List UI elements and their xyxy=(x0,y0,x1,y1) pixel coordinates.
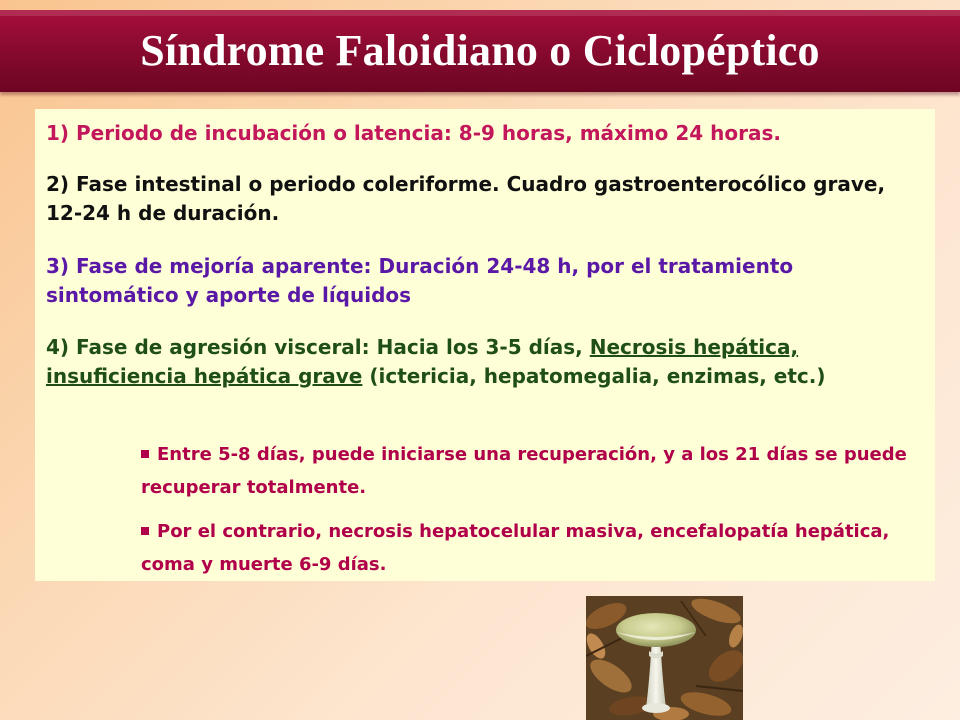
outcome-fatal-text: Por el contrario, necrosis hepatocelular masiva, encefalopatía hepática, coma y muerte 6-9 días. xyxy=(141,521,890,575)
outcome-recovery-text: Entre 5-8 días, puede iniciarse una recuperación, y a los 21 días se puede recuperar totalmente. xyxy=(141,444,907,498)
phase-visceral-prefix: 4) Fase de agresión visceral: Hacia los 3-5 días, xyxy=(46,335,590,359)
square-bullet-icon xyxy=(141,527,149,535)
title-bar xyxy=(0,10,960,92)
outcome-fatal xyxy=(141,515,926,581)
mushroom-photo-graphic xyxy=(586,596,743,720)
mushroom-photo xyxy=(586,596,743,720)
phase-visceral-suffix: (ictericia, hepatomegalia, enzimas, etc.) xyxy=(362,364,826,388)
phase-improvement: 3) Fase de mejoría aparente: Duración 24-48 h, por el tratamiento sintomático y aporte de líquidos xyxy=(46,254,794,307)
phase-visceral xyxy=(46,333,921,391)
content-box xyxy=(35,109,935,581)
square-bullet-icon xyxy=(141,450,149,458)
slide-title: Síndrome Faloidiano o Ciclopéptico xyxy=(140,26,820,75)
phase-intestinal: 2) Fase intestinal o periodo coleriforme. Cuadro gastroenterocólico grave, 12-24 h de duración. xyxy=(46,172,886,225)
phase-incubation: 1) Periodo de incubación o latencia: 8-9 horas, máximo 24 horas. xyxy=(46,121,781,145)
outcome-recovery xyxy=(141,438,926,504)
phase-visceral-underlined: Necrosis hepática, insuficiencia hepática grave xyxy=(46,335,799,388)
